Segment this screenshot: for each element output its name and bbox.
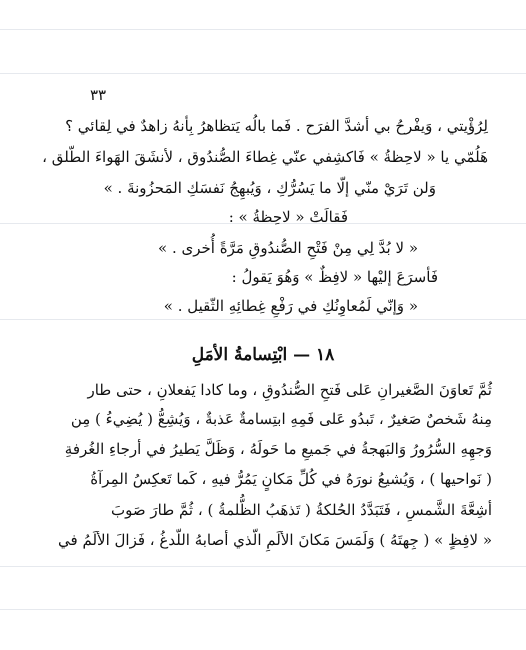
text-line: وَجهِهِ السُّرُورُ وَالبَهجةُ في جَميعِ ما حَولَهُ ، وَظَلَّ يَطيرُ في أرجاءِ الغُرفةِ <box>64 440 492 458</box>
text-line: لِرُؤْيتي ، وَيفْرحُ بي أشدَّ الفرَح . فَما بالُه يَتظاهرُ بِأنهُ زاهدٌ في لِقائي ؟ <box>65 117 488 135</box>
page-rule <box>0 319 526 320</box>
text-line: « وَإنّي لَمُعاوِنُكِ في رَفْعِ غِطائِهِ الثّقيل . » <box>163 297 418 315</box>
page-number: ٣٣ <box>90 86 107 104</box>
page-rule <box>0 73 526 74</box>
text-line: ثُمَّ تَعاوَنَ الصَّغيرانِ عَلى فَتحِ الصُّندُوقِ ، وما كادا يَفعلانِ ، حتى طار <box>87 381 492 399</box>
page-rule <box>0 29 526 30</box>
text-line: فَأسرَعَ إليْها « لافِظٌ » وَهُوَ يَقولُ : <box>231 268 438 286</box>
text-line: هَلُمّي يا « لاحِظةُ » فَاكشِفي عنّي غِطاءَ الصُّندُوق ، لأنشَقَ الهَواءَ الطّلق ، <box>42 148 488 166</box>
section-heading: ١٨ — ابْتِسامةُ الأمَلِ <box>191 345 335 365</box>
text-line: « لا بُدَّ لِي مِنْ فَتْحِ الصُّندُوقِ مَرَّةً أُخرى . » <box>158 239 418 257</box>
text-line: فَقالَتْ « لاحِظةُ » : <box>228 208 348 226</box>
text-line: وَلن تَرَيْ منّي إلّا ما يَسُرُّكِ ، وَيُبهِجُ نَفسَكِ المَحزُونةَ . » <box>103 179 436 197</box>
page-rule <box>0 566 526 567</box>
text-line: مِنهُ شَخصٌ صَغيرٌ ، تَبدُو عَلى فَمِهِ ابتِسامةٌ عَذبةٌ ، وَيُشِعُّ ( يُضِيءُ ) مِن <box>70 410 492 428</box>
text-line: ( نَواحيها ) ، وَيُشيعُ نورَهُ في كُلِّ مَكانٍ يَمُرُّ فيهِ ، كَما تَعكِسُ المِرآةُ <box>90 470 492 488</box>
page-rule <box>0 609 526 610</box>
text-line: « لافِظٍ » ( جِهتَهُ ) وَلَمَسَ مَكانَ الألَمِ الّذي أصابهُ اللّدغُ ، فَزالَ الألَمُ في <box>58 531 492 549</box>
text-line: أشِعَّةَ الشَّمسِ ، فَتَبَدَّدُ الحُلكةُ ( تَذهَبُ الظُّلمةُ ) ، ثُمَّ طارَ صَوبَ <box>111 501 492 519</box>
